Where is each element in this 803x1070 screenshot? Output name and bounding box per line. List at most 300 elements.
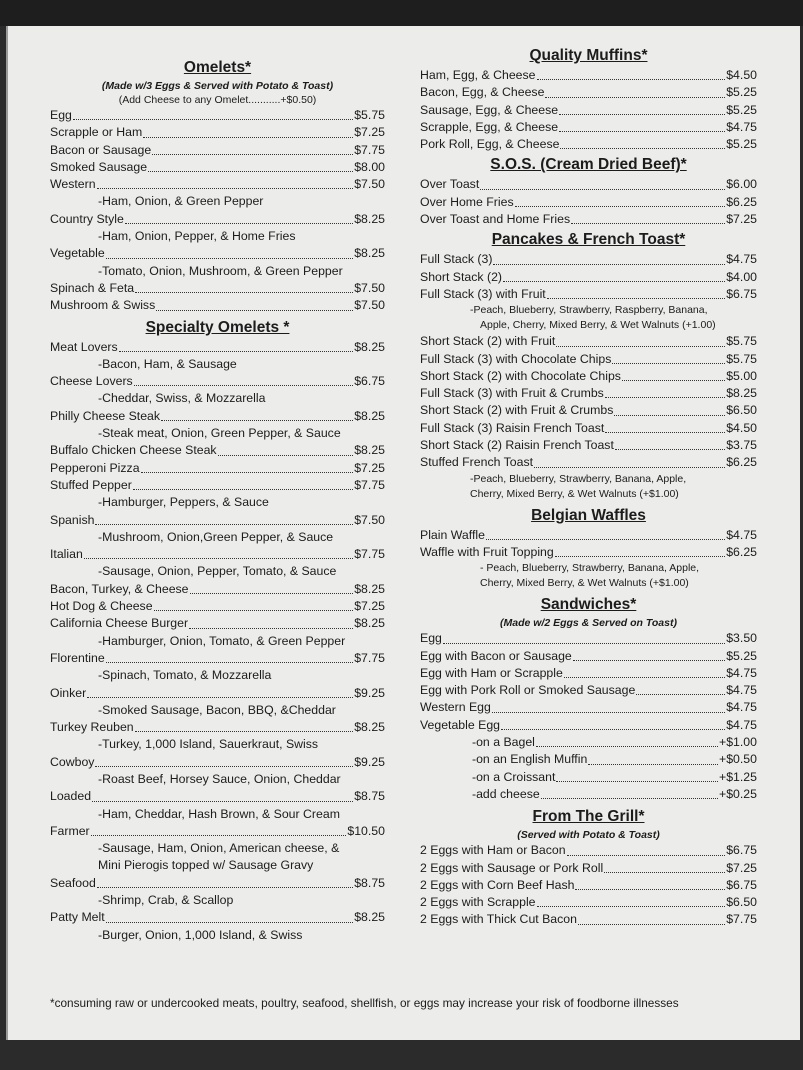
item-name: Egg <box>50 108 72 122</box>
dot-leader <box>161 420 353 421</box>
dot-leader <box>578 924 725 925</box>
menu-item <box>50 159 385 176</box>
item-price: +$0.50 <box>719 752 757 767</box>
dot-leader <box>534 467 725 468</box>
item-name: Western <box>50 177 96 192</box>
menu-item <box>420 136 757 153</box>
menu-item <box>50 875 385 892</box>
dot-leader <box>567 855 726 856</box>
item-price: $7.75 <box>354 547 385 562</box>
dot-leader <box>156 310 353 311</box>
grill-list <box>420 842 757 928</box>
item-description: -Hamburger, Onion, Tomato, & Green Pepper <box>98 633 346 648</box>
specialty-omelets-heading: Specialty Omelets * <box>145 318 290 336</box>
menu-item <box>50 408 385 425</box>
item-price: $4.75 <box>726 665 757 680</box>
dot-leader <box>189 628 353 629</box>
menu-item <box>420 194 757 211</box>
dot-leader <box>559 114 725 115</box>
grill-note: (Served with Potato & Toast) <box>517 829 660 842</box>
dot-leader <box>190 593 354 594</box>
dot-leader <box>73 119 353 120</box>
menu-item <box>420 67 757 84</box>
item-name: Country Style <box>50 211 124 226</box>
pancake-fruit-note: -Peach, Blueberry, Strawberry, Raspberry, Banana, <box>470 304 708 317</box>
dot-leader <box>154 610 354 611</box>
stuffed-toast-note-2: Cherry, Mixed Berry, & Wet Walnuts (+$1.00) <box>470 487 679 500</box>
sandwich-addons-list <box>420 734 757 803</box>
pancake-fruit-note-2: Apple, Cherry, Mixed Berry, & Wet Walnuts (+1.00) <box>480 319 716 332</box>
item-price: $7.75 <box>354 650 385 665</box>
item-name: Short Stack (2) with Fruit <box>420 334 556 349</box>
dot-leader <box>119 351 354 352</box>
menu-item <box>420 454 757 471</box>
item-name: Turkey Reuben <box>50 720 134 735</box>
item-price: $5.25 <box>726 137 757 152</box>
sandwich-addon <box>420 751 757 768</box>
item-price: $8.75 <box>354 875 385 890</box>
dot-leader <box>545 97 725 98</box>
left-column <box>50 56 385 944</box>
muffins-list <box>420 67 757 153</box>
sandwich-addon <box>420 769 757 786</box>
item-name: Spanish <box>50 512 95 527</box>
item-price: $6.50 <box>726 403 757 418</box>
menu-item <box>50 373 385 390</box>
item-name: Philly Cheese Steak <box>50 408 161 423</box>
item-price: $8.25 <box>354 443 385 458</box>
item-price: $3.50 <box>726 631 757 646</box>
item-name: Bacon, Turkey, & Cheese <box>50 581 189 596</box>
sandwich-addon <box>420 786 757 803</box>
item-price: $7.25 <box>354 125 385 140</box>
dot-leader <box>571 223 725 224</box>
item-name: -on an English Muffin <box>472 752 588 767</box>
item-price: $4.50 <box>726 68 757 82</box>
menu-item <box>420 894 757 911</box>
item-price: $5.25 <box>726 648 757 663</box>
dot-leader <box>143 137 353 138</box>
item-name: Scrapple, Egg, & Cheese <box>420 119 559 134</box>
item-name: Spinach & Feta <box>50 280 135 295</box>
item-price: $5.75 <box>726 351 757 366</box>
item-name: Farmer <box>50 823 90 838</box>
menu-item <box>420 368 757 385</box>
grill-heading: From The Grill* <box>532 808 645 826</box>
item-name: Short Stack (2) Raisin French Toast <box>420 438 614 453</box>
item-name: Oinker <box>50 685 87 700</box>
dot-leader <box>106 922 354 923</box>
item-price: $8.25 <box>354 720 385 735</box>
item-price: $5.75 <box>726 334 757 349</box>
omelets-cheese-note: (Add Cheese to any Omelet...........+$0.50) <box>118 94 317 106</box>
item-name: Full Stack (3) Raisin French Toast <box>420 420 605 435</box>
menu-item <box>50 339 385 356</box>
item-price: $8.25 <box>354 616 385 631</box>
item-name: Scrapple or Ham <box>50 125 143 140</box>
menu-item <box>50 650 385 667</box>
item-price: $7.25 <box>726 860 757 875</box>
menu-item <box>420 437 757 454</box>
item-name: Full Stack (3) with Chocolate Chips <box>420 351 612 366</box>
item-price: $7.50 <box>354 298 385 313</box>
dot-leader <box>135 731 354 732</box>
dot-leader <box>622 380 725 381</box>
item-description: -Cheddar, Swiss, & Mozzarella <box>98 391 266 406</box>
item-description: -Bacon, Ham, & Sausage <box>98 356 237 371</box>
item-description: -Shrimp, Crab, & Scallop <box>98 893 234 908</box>
item-price: $6.25 <box>726 194 757 209</box>
dot-leader <box>537 906 726 907</box>
dot-leader <box>612 363 725 364</box>
item-price: $7.75 <box>354 477 385 492</box>
menu-item <box>420 176 757 193</box>
item-price: $8.00 <box>354 159 385 174</box>
dot-leader <box>95 766 353 767</box>
dot-leader <box>443 643 725 644</box>
menu-item <box>420 420 757 437</box>
item-price: $7.50 <box>354 177 385 192</box>
item-price: $9.25 <box>354 685 385 700</box>
item-price: $4.75 <box>726 527 757 542</box>
item-price: +$0.25 <box>719 786 757 801</box>
item-description: -Steak meat, Onion, Green Pepper, & Sauce <box>98 426 341 441</box>
dot-leader <box>636 694 725 695</box>
item-name: Short Stack (2) <box>420 269 503 284</box>
item-name: Buffalo Chicken Cheese Steak <box>50 443 217 458</box>
menu-item <box>420 385 757 402</box>
item-price: $4.75 <box>726 700 757 715</box>
menu-item <box>420 251 757 268</box>
item-price: $7.75 <box>354 142 385 157</box>
dot-leader <box>559 131 725 132</box>
omelets-list <box>50 107 385 315</box>
menu-item <box>50 442 385 459</box>
item-description: Mini Pierogis topped w/ Sausage Gravy <box>98 858 314 873</box>
dot-leader <box>547 298 725 299</box>
menu-item <box>50 754 385 771</box>
dot-leader <box>575 889 725 890</box>
item-name: Full Stack (3) with Fruit & Crumbs <box>420 386 604 401</box>
menu-item <box>50 477 385 494</box>
item-price: $4.50 <box>726 420 757 435</box>
dot-leader <box>87 697 353 698</box>
item-price: $5.25 <box>726 85 757 100</box>
item-name: Plain Waffle <box>420 527 485 542</box>
dot-leader <box>125 223 353 224</box>
dot-leader <box>95 524 353 525</box>
dot-leader <box>91 835 347 836</box>
item-name: Bacon or Sausage <box>50 142 152 157</box>
item-name: 2 Eggs with Scrapple <box>420 895 536 910</box>
menu-item <box>50 176 385 193</box>
dot-leader <box>135 292 353 293</box>
item-name: Italian <box>50 547 83 562</box>
item-description: -Turkey, 1,000 Island, Sauerkraut, Swiss <box>98 737 319 752</box>
sandwich-addon <box>420 734 757 751</box>
item-price: $8.25 <box>354 211 385 226</box>
item-name: Smoked Sausage <box>50 159 148 174</box>
item-name: Mushroom & Swiss <box>50 298 156 313</box>
dot-leader <box>588 764 718 765</box>
item-description: -Ham, Cheddar, Hash Brown, & Sour Cream <box>98 806 340 821</box>
item-name: Egg with Bacon or Sausage <box>420 648 572 663</box>
menu-item <box>50 142 385 159</box>
dot-leader <box>148 171 353 172</box>
item-name: Florentine <box>50 650 105 665</box>
menu-item <box>50 280 385 297</box>
item-price: $10.50 <box>347 823 385 838</box>
dot-leader <box>106 258 354 259</box>
item-price: $4.75 <box>726 252 757 267</box>
dot-leader <box>141 472 354 473</box>
sos-heading: S.O.S. (Cream Dried Beef)* <box>490 156 687 174</box>
item-name: Egg with Pork Roll or Smoked Sausage <box>420 683 636 698</box>
stuffed-toast-note: -Peach, Blueberry, Strawberry, Banana, Apple, <box>470 472 687 485</box>
item-price: $8.25 <box>354 581 385 596</box>
dot-leader <box>604 872 725 873</box>
footer-disclaimer: *consuming raw or undercooked meats, poultry, seafood, shellfish, or eggs may increase your risk of foodborne illnesses <box>50 996 679 1010</box>
dot-leader <box>615 449 725 450</box>
menu-item <box>420 717 757 734</box>
menu-item <box>420 211 757 228</box>
dot-leader <box>106 662 354 663</box>
sandwiches-heading: Sandwiches* <box>540 596 637 614</box>
item-price: $6.25 <box>726 455 757 470</box>
dot-leader <box>133 489 353 490</box>
menu-item <box>50 297 385 314</box>
item-name: California Cheese Burger <box>50 616 189 631</box>
menu-item <box>50 615 385 632</box>
item-price: $7.25 <box>726 212 757 227</box>
waffles-note-2: Cherry, Mixed Berry, & Wet Walnuts (+$1.00) <box>480 577 689 590</box>
omelets-note: (Made w/3 Eggs & Served with Potato & Toast) <box>101 80 334 92</box>
dot-leader <box>501 729 725 730</box>
item-name: Patty Melt <box>50 910 105 925</box>
item-price: $6.75 <box>354 374 385 389</box>
item-name: Stuffed Pepper <box>50 477 132 492</box>
menu-item <box>50 245 385 262</box>
item-price: $4.75 <box>726 683 757 698</box>
item-price: $8.75 <box>354 789 385 804</box>
menu-item <box>50 460 385 477</box>
item-price: $8.25 <box>354 408 385 423</box>
menu-item <box>420 877 757 894</box>
item-name: 2 Eggs with Ham or Bacon <box>420 843 566 858</box>
item-name: Egg with Ham or Scrapple <box>420 665 563 680</box>
right-column <box>420 44 757 929</box>
dot-leader <box>605 397 725 398</box>
menu-item <box>420 699 757 716</box>
menu-item <box>420 544 757 561</box>
item-name: Waffle with Fruit Topping <box>420 544 554 559</box>
dot-leader <box>573 660 725 661</box>
item-name: -add cheese <box>472 786 540 801</box>
item-description: -Sausage, Ham, Onion, American cheese, & <box>98 841 340 856</box>
dot-leader <box>218 455 354 456</box>
item-price: +$1.25 <box>719 769 757 784</box>
menu-item <box>50 685 385 702</box>
dot-leader <box>536 746 718 747</box>
menu-item <box>420 665 757 682</box>
item-name: Sausage, Egg, & Cheese <box>420 102 559 117</box>
item-description: -Burger, Onion, 1,000 Island, & Swiss <box>98 927 303 942</box>
menu-item <box>420 527 757 544</box>
item-price: $7.25 <box>354 599 385 614</box>
item-name: Seafood <box>50 875 96 890</box>
item-name: Full Stack (3) with Fruit <box>420 286 546 301</box>
item-name: -on a Croissant <box>472 769 556 784</box>
menu-item <box>420 860 757 877</box>
item-description: -Hamburger, Peppers, & Sauce <box>98 495 269 510</box>
item-price: $4.00 <box>726 269 757 284</box>
item-price: $7.25 <box>354 460 385 475</box>
item-name: Hot Dog & Cheese <box>50 599 153 614</box>
menu-item <box>420 119 757 136</box>
dot-leader <box>97 887 353 888</box>
item-name: Short Stack (2) with Fruit & Crumbs <box>420 403 614 418</box>
menu-item <box>50 788 385 805</box>
item-price: $4.75 <box>726 717 757 732</box>
item-price: $8.25 <box>354 910 385 925</box>
item-name: -on a Bagel <box>472 735 535 750</box>
item-name: Full Stack (3) <box>420 252 493 267</box>
dot-leader <box>614 415 725 416</box>
sos-list <box>420 176 757 228</box>
item-name: Vegetable <box>50 246 105 261</box>
photo-top-edge <box>0 0 803 26</box>
item-price: $6.75 <box>726 843 757 858</box>
item-price: $8.25 <box>726 386 757 401</box>
item-description: -Spinach, Tomato, & Mozzarella <box>98 668 272 683</box>
item-description: -Smoked Sausage, Bacon, BBQ, &Cheddar <box>98 702 336 717</box>
menu-item <box>420 102 757 119</box>
menu-item <box>420 842 757 859</box>
item-description: -Ham, Onion, & Green Pepper <box>98 194 264 209</box>
item-price: $6.00 <box>726 177 757 192</box>
menu-item <box>50 107 385 124</box>
item-description: -Sausage, Onion, Pepper, Tomato, & Sauce <box>98 564 337 579</box>
dot-leader <box>537 79 726 80</box>
dot-leader <box>84 558 353 559</box>
menu-item <box>420 84 757 101</box>
item-description: -Ham, Onion, Pepper, & Home Fries <box>98 229 296 244</box>
dot-leader <box>605 432 725 433</box>
waffles-note: - Peach, Blueberry, Strawberry, Banana, Apple, <box>480 562 700 575</box>
item-price: $7.50 <box>354 512 385 527</box>
item-name: Ham, Egg, & Cheese <box>420 68 536 82</box>
dot-leader <box>492 712 725 713</box>
menu-item <box>420 682 757 699</box>
item-name: Meat Lovers <box>50 339 118 354</box>
specialty-omelets-list <box>50 339 385 944</box>
item-name: Cowboy <box>50 754 95 769</box>
menu-item <box>420 269 757 286</box>
item-name: Egg <box>420 631 442 646</box>
dot-leader <box>92 801 353 802</box>
item-price: $7.50 <box>354 280 385 295</box>
menu-item <box>50 598 385 615</box>
item-price: $5.25 <box>726 102 757 117</box>
item-name: Pepperoni Pizza <box>50 460 140 475</box>
dot-leader <box>493 264 725 265</box>
dot-leader <box>97 188 354 189</box>
sandwiches-list <box>420 630 757 734</box>
dot-leader <box>134 385 354 386</box>
item-name: Pork Roll, Egg, & Cheese <box>420 137 560 152</box>
menu-item <box>420 333 757 350</box>
menu-item <box>420 630 757 647</box>
dot-leader <box>560 148 725 149</box>
item-name: Vegetable Egg <box>420 717 501 732</box>
dot-leader <box>564 677 725 678</box>
pancakes-heading: Pancakes & French Toast* <box>491 231 686 249</box>
item-price: $3.75 <box>726 438 757 453</box>
item-name: Western Egg <box>420 700 491 715</box>
dot-leader <box>555 556 725 557</box>
waffles-list <box>420 527 757 562</box>
item-description: -Mushroom, Onion,Green Pepper, & Sauce <box>98 529 334 544</box>
menu-item <box>50 546 385 563</box>
item-price: $4.75 <box>726 119 757 134</box>
item-description: -Roast Beef, Horsey Sauce, Onion, Cheddar <box>98 771 341 786</box>
item-description: -Tomato, Onion, Mushroom, & Green Pepper <box>98 263 343 278</box>
omelets-heading: Omelets* <box>183 59 252 76</box>
menu-item <box>50 124 385 141</box>
dot-leader <box>486 539 725 540</box>
item-name: 2 Eggs with Thick Cut Bacon <box>420 912 577 927</box>
item-name: Cheese Lovers <box>50 374 133 389</box>
item-name: Over Home Fries <box>420 194 514 209</box>
item-name: Over Toast <box>420 177 480 192</box>
menu-item <box>50 211 385 228</box>
item-name: Loaded <box>50 789 92 804</box>
muffins-heading: Quality Muffins* <box>529 47 648 64</box>
menu-item <box>50 823 385 840</box>
menu-item <box>420 402 757 419</box>
pancakes-list <box>420 251 757 303</box>
item-name: Short Stack (2) with Chocolate Chips <box>420 368 621 383</box>
menu-item <box>50 581 385 598</box>
menu-item <box>50 512 385 529</box>
sandwiches-note: (Made w/2 Eggs & Served on Toast) <box>500 617 677 630</box>
item-name: Over Toast and Home Fries <box>420 212 571 227</box>
dot-leader <box>541 798 718 799</box>
dot-leader <box>556 346 725 347</box>
menu-item <box>420 648 757 665</box>
item-price: $9.25 <box>354 754 385 769</box>
item-price: $6.25 <box>726 544 757 559</box>
menu-item <box>50 719 385 736</box>
item-name: 2 Eggs with Sausage or Pork Roll <box>420 860 604 875</box>
item-price: $8.25 <box>354 246 385 261</box>
item-price: $5.75 <box>354 108 385 122</box>
menu-item <box>420 351 757 368</box>
menu-item <box>420 911 757 928</box>
dot-leader <box>503 281 725 282</box>
item-price: $8.25 <box>354 339 385 354</box>
item-name: Bacon, Egg, & Cheese <box>420 85 545 100</box>
dot-leader <box>515 206 726 207</box>
dot-leader <box>556 781 718 782</box>
menu-item <box>50 909 385 926</box>
dot-leader <box>152 154 353 155</box>
item-price: +$1.00 <box>719 735 757 750</box>
item-price: $5.00 <box>726 368 757 383</box>
item-price: $7.75 <box>726 912 757 927</box>
menu-item <box>420 286 757 303</box>
item-price: $6.75 <box>726 877 757 892</box>
